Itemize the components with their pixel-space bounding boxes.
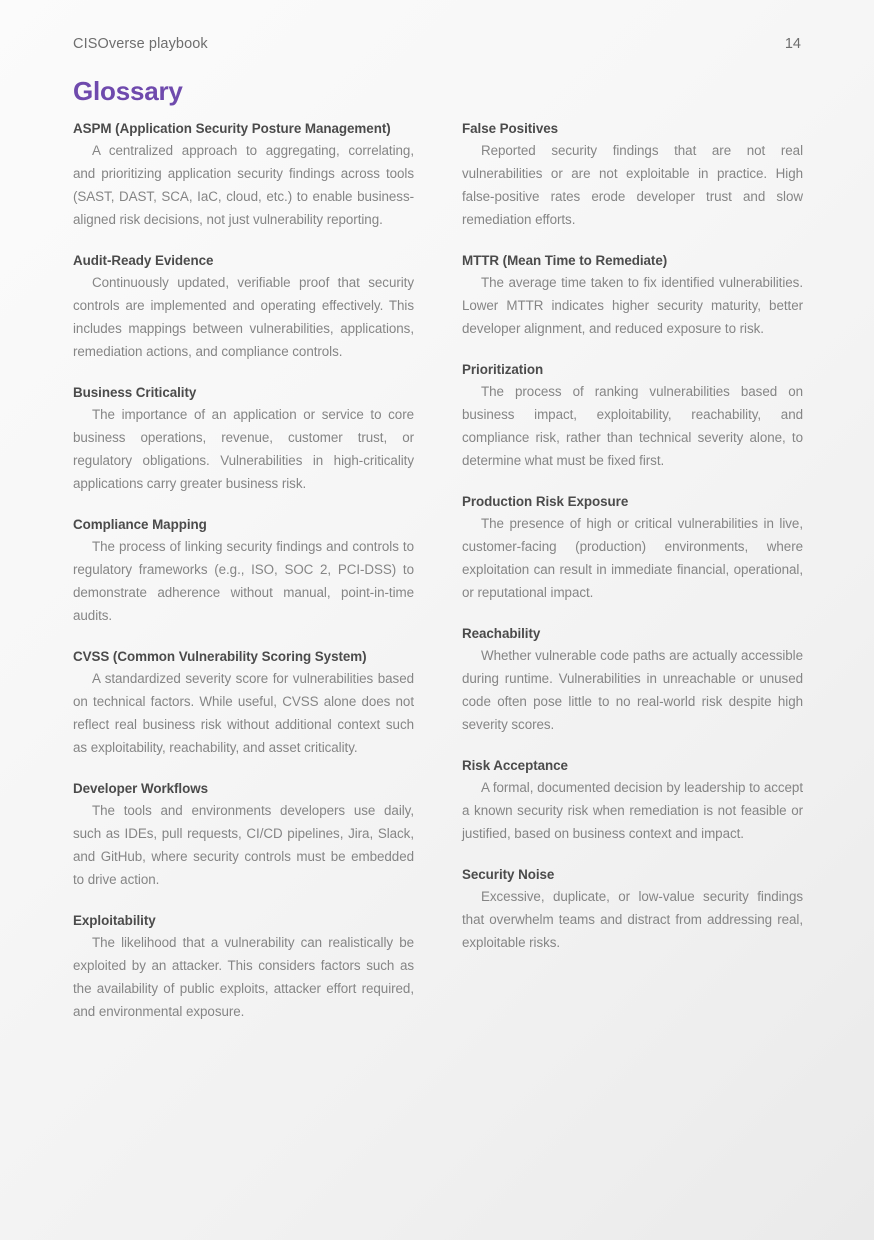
glossary-term: Prioritization: [462, 362, 544, 377]
glossary-column-left: [73, 121, 414, 1023]
running-head-title: CISOverse playbook: [73, 36, 208, 52]
glossary-entry: [462, 362, 803, 472]
glossary-term: Production Risk Exposure: [462, 494, 629, 509]
glossary-definition: The presence of high or critical vulnerabilities in live, customer-facing (production) environments, where exploitation can result in immediate financial, operational, or reputational impact.: [462, 516, 803, 600]
glossary-term: Audit-Ready Evidence: [73, 253, 214, 268]
glossary-column-right: [462, 121, 803, 1023]
running-head: [73, 36, 801, 52]
glossary-term: Compliance Mapping: [73, 517, 207, 532]
page-title: Glossary: [73, 76, 183, 106]
glossary-definition: The importance of an application or service to core business operations, revenue, customer trust, or regulatory obligations. Vulnerabilities in high-criticality applications carry greater business risk.: [73, 407, 414, 491]
glossary-entry: [73, 913, 414, 1023]
glossary-definition: A formal, documented decision by leadership to accept a known security risk when remediation is not feasible or justified, based on business context and impact.: [462, 780, 803, 841]
glossary-entry: [73, 517, 414, 627]
glossary-definition: The process of linking security findings and controls to regulatory frameworks (e.g., ISO, SOC 2, PCI-DSS) to demonstrate adherence without manual, point-in-time audits.: [73, 539, 414, 623]
glossary-definition: The average time taken to fix identified vulnerabilities. Lower MTTR indicates higher security maturity, better developer alignment, and reduced exposure to risk.: [462, 275, 803, 336]
glossary-definition: The tools and environments developers use daily, such as IDEs, pull requests, CI/CD pipelines, Jira, Slack, and GitHub, where security controls must be embedded to drive action.: [73, 803, 414, 887]
glossary-definition: A standardized severity score for vulnerabilities based on technical factors. While useful, CVSS alone does not reflect real business risk without additional context such as exploitability, reachability, and asset criticality.: [73, 671, 414, 755]
glossary-definition: Whether vulnerable code paths are actually accessible during runtime. Vulnerabilities in unreachable or unused code often pose little to no real-world risk despite high severity scores.: [462, 648, 803, 732]
page-number: 14: [784, 36, 801, 52]
glossary-term: False Positives: [462, 121, 559, 136]
glossary-term: Reachability: [462, 626, 541, 641]
glossary-term: Security Noise: [462, 867, 555, 882]
glossary-entry: [73, 781, 414, 891]
glossary-definition: A centralized approach to aggregating, correlating, and prioritizing application security findings across tools (SAST, DAST, SCA, IaC, cloud, etc.) to enable business-aligned risk decisions, not just vulnerability reporting.: [73, 143, 414, 227]
glossary-columns: [73, 121, 810, 1023]
glossary-entry: [73, 649, 414, 759]
glossary-entry: [462, 494, 803, 604]
glossary-term: ASPM (Application Security Posture Management): [73, 121, 391, 136]
glossary-definition: Reported security findings that are not real vulnerabilities or are not exploitable in practice. High false-positive rates erode developer trust and slow remediation efforts.: [462, 143, 803, 227]
glossary-definition: The likelihood that a vulnerability can realistically be exploited by an attacker. This considers factors such as the availability of public exploits, attacker effort required, and environmental exposure.: [73, 935, 414, 1019]
glossary-term: Business Criticality: [73, 385, 197, 400]
glossary-term: Exploitability: [73, 913, 156, 928]
glossary-definition: Continuously updated, verifiable proof that security controls are implemented and operating effectively. This includes mappings between vulnerabilities, applications, remediation actions, and compliance controls.: [73, 275, 414, 359]
glossary-term: CVSS (Common Vulnerability Scoring System): [73, 649, 367, 664]
glossary-entry: [73, 253, 414, 363]
glossary-entry: [462, 867, 803, 954]
glossary-definition: Excessive, duplicate, or low-value security findings that overwhelm teams and distract from addressing real, exploitable risks.: [462, 889, 803, 950]
glossary-definition: The process of ranking vulnerabilities based on business impact, exploitability, reachability, and compliance risk, rather than technical severity alone, to determine what must be fixed first.: [462, 384, 803, 468]
glossary-entry: [462, 253, 803, 340]
glossary-term: Risk Acceptance: [462, 758, 568, 773]
glossary-entry: [462, 121, 803, 231]
glossary-term: Developer Workflows: [73, 781, 208, 796]
glossary-entry: [73, 385, 414, 495]
glossary-entry: [462, 758, 803, 845]
glossary-entry: [73, 121, 414, 231]
glossary-entry: [462, 626, 803, 736]
glossary-term: MTTR (Mean Time to Remediate): [462, 253, 668, 268]
